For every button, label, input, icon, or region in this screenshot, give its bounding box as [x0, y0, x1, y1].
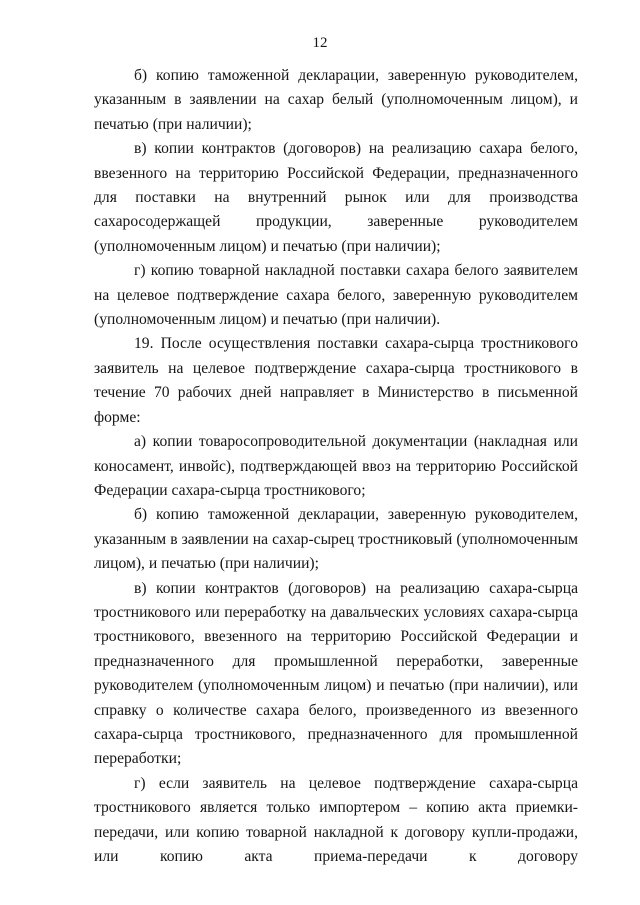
paragraph-19g-importer-documents: г) если заявитель на целевое подтверждение сахара-сырца тростникового является только импортером – копию акта приемки-передачи, или копию товарной накладной к договору купли-продажи, или копию акта приема-передачи к договору [94, 774, 578, 865]
paragraph-19a-shipping-documents: а) копии товаросопроводительной документации (накладная или коносамент, инвойс), подтверждающей ввоз на территорию Российской Федерации сахара-сырца тростникового; [94, 433, 578, 499]
paragraph-6b-customs-declaration-white-sugar: б) копию таможенной декларации, заверенную руководителем, указанным в заявлении на сахар белый (уполномоченным лицом), и печатью (при наличии); [94, 67, 578, 133]
document-body [94, 64, 578, 869]
paragraph-19v-contracts-raw-sugar: в) копии контрактов (договоров) на реализацию сахара-сырца тростникового или переработку на давальческих условиях сахара-сырца тростникового, ввезенного на территорию Российской Федерации и предназначенного для промышленной переработки, заверенные руководителем (уполномоченным лицом) и печатью (при наличии), или справку о количестве сахара белого, произведенного из ввезенного сахара-сырца тростникового, предназначенного для промышленной переработки; [94, 579, 578, 768]
paragraph-19-raw-cane-sugar: 19. После осуществления поставки сахара-сырца тростникового заявитель на целевое подтверждение сахара-сырца тростникового в течение 70 рабочих дней направляет в Министерство в письменной форме: [94, 335, 578, 426]
paragraph-19b-customs-declaration: б) копию таможенной декларации, заверенную руководителем, указанным в заявлении на сахар-сырец тростниковый (уполномоченным лицом), и печатью (при наличии); [94, 506, 578, 573]
page-number: 12 [312, 35, 328, 51]
paragraph-6g-waybill-white-sugar: г) копию товарной накладной поставки сахара белого заявителем на целевое подтверждение сахара белого, заверенную руководителем (уполномоченным лицом) и печатью (при наличии). [94, 262, 578, 329]
paragraph-6v-contracts-white-sugar: в) копии контрактов (договоров) на реализацию сахара белого, ввезенного на территорию Российской Федерации, предназначенного для поставки на внутренний рынок или для производства сахаросодержащей продукции, заверенные руководителем (уполномоченным лицом) и печатью (при наличии); [94, 140, 578, 255]
